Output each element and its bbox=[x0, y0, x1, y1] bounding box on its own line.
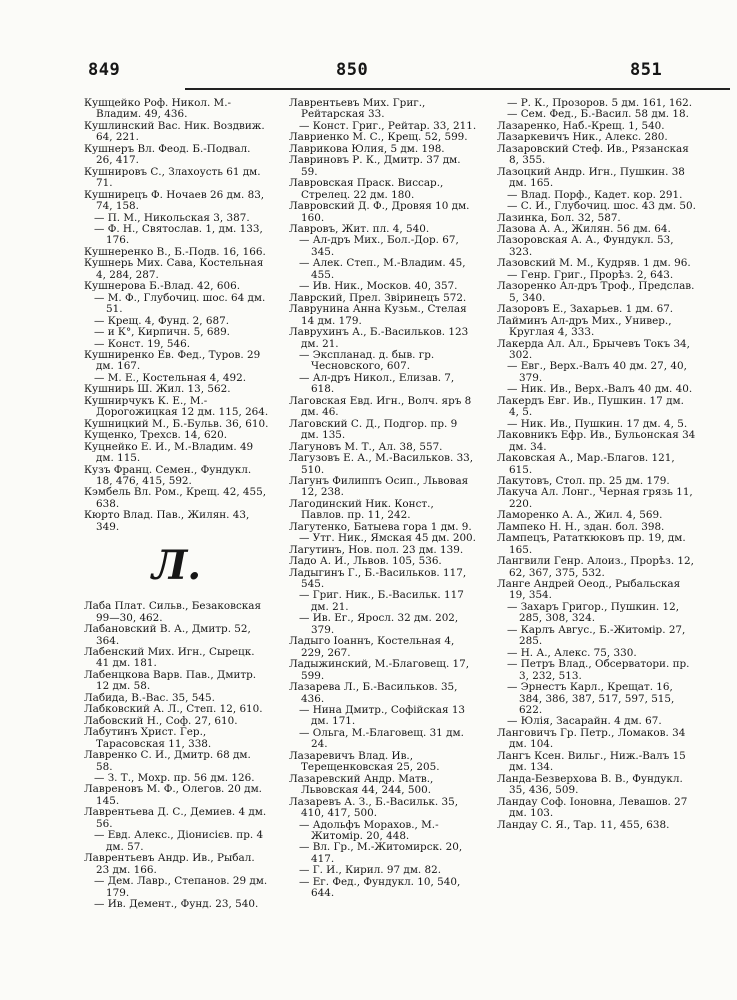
directory-entry: Ландау С. Я., Тар. 11, 455, 638. bbox=[497, 818, 670, 831]
directory-entry: — Ив. Ник., Москов. 40, 357. bbox=[299, 280, 458, 293]
directory-entry: Лампецъ, Рататкюковъ пр. 19, дм. 165. bbox=[497, 532, 686, 556]
directory-entry: Кюрто Влад. Пав., Жилян. 43, 349. bbox=[84, 509, 250, 533]
directory-entry: Куцнейко Е. И., М.-Владим. 49 дм. 115. bbox=[84, 440, 254, 465]
directory-entry: Лазоренко Ал-дръ Троф., Предслав. 5, 340. bbox=[497, 280, 695, 304]
directory-entry: Лазаревичъ Влад. Ив., Терещенковская 25, 205. bbox=[289, 749, 440, 774]
directory-entry: Лазаркевичъ Ник., Алекс. 280. bbox=[497, 131, 668, 144]
directory-entry: — Н. А., Алекс. 75, 330. bbox=[507, 646, 637, 659]
directory-entry: Лаврентьевъ Мих. Григ., Рейтарская 33. bbox=[289, 98, 426, 121]
directory-entry: Лампеко Н. Н., здан. бол. 398. bbox=[497, 520, 665, 533]
directory-entry: — Евг., Верх.-Валъ 40 дм. 27, 40, 379. bbox=[507, 360, 687, 384]
directory-entry: Лаковская А., Мар.-Благов. 121, 615. bbox=[497, 452, 675, 476]
directory-entry: — Крещ. 4, Фунд. 2, 687. bbox=[94, 314, 230, 327]
directory-entry: — Ник. Ив., Верх.-Валъ 40 дм. 40. bbox=[507, 383, 693, 396]
directory-entry: Лагутенко, Батыева гора 1 дм. 9. bbox=[289, 520, 472, 533]
directory-entry: — С. И., Глубочиц. шос. 43 дм. 50. bbox=[507, 200, 696, 213]
directory-entry: Ладыго Іоаннъ, Костельная 4, 229, 267. bbox=[289, 635, 455, 659]
directory-entry: Кушнерова Б.-Влад. 42, 606. bbox=[84, 280, 240, 293]
directory-entry: Ландау Соф. Іоновна, Левашов. 27 дм. 103. bbox=[497, 795, 688, 820]
directory-entry: Кушнирецъ Ф. Ночаев 26 дм. 83, 74, 158. bbox=[84, 188, 265, 213]
directory-entry: Лазинка, Бол. 32, 587. bbox=[497, 211, 621, 224]
directory-entry: Лавриновъ Р. К., Дмитр. 37 дм. 59. bbox=[289, 154, 461, 178]
section-letter: Л. bbox=[151, 542, 202, 590]
directory-entry: Лаковникъ Ефр. Ив., Бульонская 34 дм. 34. bbox=[497, 429, 696, 453]
directory-entry: Лаговский С. Д., Подгор. пр. 9 дм. 135. bbox=[289, 417, 458, 442]
directory-entry: Лазоровская А. А., Фундукл. 53, 323. bbox=[497, 234, 674, 258]
directory-entry: Лазаревский Андр. Матв., Львовская 44, 244, 500. bbox=[289, 772, 434, 797]
directory-entry: Лаврентьева Д. С., Демиев. 4 дм. 56. bbox=[84, 806, 267, 830]
directory-entry: — и К°, Кирпичн. 5, 689. bbox=[94, 326, 230, 339]
directory-entry: — Нина Дмитр., Софійская 13 дм. 171. bbox=[299, 704, 466, 728]
directory-entry: — П. М., Никольская 3, 387. bbox=[94, 211, 250, 224]
directory-entry: — М. Ф., Глубочиц. шос. 64 дм. 51. bbox=[94, 291, 266, 316]
directory-entry: Лазоцкий Андр. Игн., Пушкин. 38 дм. 165. bbox=[497, 165, 685, 190]
column-1-entries-l bbox=[84, 601, 269, 910]
directory-entry: — Утг. Ник., Ямская 45 дм. 200. bbox=[299, 532, 476, 545]
directory-entry: Кушнерь Мих. Сава, Костельная 4, 284, 287. bbox=[84, 257, 264, 281]
directory-entry: Лаговская Евд. Игн., Волч. яръ 8 дм. 46. bbox=[289, 394, 472, 419]
directory-entry: Лавренко С. И., Дмитр. 68 дм. 58. bbox=[84, 749, 251, 773]
directory-entry: Кушниренко Ев. Фед., Туров. 29 дм. 167. bbox=[84, 348, 261, 373]
directory-entry: Лаврентьевъ Андр. Ив., Рыбал. 23 дм. 166. bbox=[84, 852, 255, 876]
directory-entry: — Ал-дръ Никол., Елизав. 7, 618. bbox=[299, 371, 455, 396]
directory-entry: Лавровский Д. Ф., Дровяя 10 дм. 160. bbox=[289, 200, 470, 224]
directory-entry: Лазаревъ А. З., Б.-Васильк. 35, 410, 417, 500. bbox=[289, 795, 459, 820]
directory-entry: Лаврунина Анна Кузьм., Стелая 14 дм. 179. bbox=[289, 303, 467, 327]
directory-entry: Ламоренко А. А., Жил. 4, 569. bbox=[497, 509, 663, 522]
directory-entry: Лагутинъ, Нов. пол. 23 дм. 139. bbox=[289, 543, 464, 556]
directory-entry: — Адольфъ Морахов., М.-Житомір. 20, 448. bbox=[299, 818, 439, 842]
directory-entry: Лаврикова Юлия, 5 дм. 198. bbox=[289, 142, 445, 155]
directory-entry: Ладыжинский, М.-Благовещ. 17, 599. bbox=[289, 658, 470, 682]
directory-entry: Лавровская Праск. Виссар., Стрелец. 22 дм. 180. bbox=[289, 177, 444, 201]
directory-entry: Лабутинъ Христ. Гер., Тарасовская 11, 338. bbox=[84, 726, 212, 750]
directory-entry: Кушнирчукъ К. Е., М.-Дорогожицкая 12 дм. 115, 264. bbox=[84, 394, 269, 419]
directory-entry: Ладо А. И., Львов. 105, 536. bbox=[289, 555, 442, 568]
page-number-left: 849 bbox=[88, 60, 121, 80]
directory-entry: — Ф. Н., Святослав. 1, дм. 133, 176. bbox=[94, 222, 263, 247]
directory-entry: Лаба Плат. Сильв., Безаковская 99—30, 462. bbox=[84, 600, 262, 624]
header-rule bbox=[185, 88, 730, 90]
directory-entry: Лазовский М. М., Кудряв. 1 дм. 96. bbox=[497, 257, 691, 270]
directory-entry: Лавреновъ М. Ф., Олегов. 20 дм. 145. bbox=[84, 783, 262, 807]
column-1 bbox=[84, 98, 269, 1000]
directory-entry: Лагуновъ М. Т., Ал. 38, 557. bbox=[289, 440, 443, 453]
directory-entry: — Вл. Гр., М.-Житомирск. 20, 417. bbox=[299, 841, 463, 865]
page-number-center: 850 bbox=[336, 60, 369, 80]
directory-entry: Лазарева Л., Б.-Васильков. 35, 436. bbox=[289, 681, 458, 705]
column-2 bbox=[289, 98, 477, 1000]
directory-entry: — Экспланад. д. быв. гр. Чесновского, 607. bbox=[299, 348, 435, 373]
directory-entry: — Григ. Ник., Б.-Васильк. 117 дм. 21. bbox=[299, 589, 464, 613]
directory-entry: — Ал-дръ Мих., Бол.-Дор. 67, 345. bbox=[299, 234, 459, 258]
directory-entry: Лаврский, Прел. Звіринецъ 572. bbox=[289, 291, 467, 304]
directory-entry: Лазаренко, Наб.-Крещ. 1, 540. bbox=[497, 119, 665, 132]
directory-entry: Кущенко, Трехсв. 14, 620. bbox=[84, 429, 228, 442]
directory-entry: Лакуча Ал. Лонг., Черная грязь 11, 220. bbox=[497, 486, 693, 510]
directory-entry: Кушницкий М., Б.-Бульв. 36, 610. bbox=[84, 417, 269, 430]
directory-entry: Лабовский Н., Соф. 27, 610. bbox=[84, 714, 238, 727]
directory-entry: Лабида, В.-Вас. 35, 545. bbox=[84, 691, 215, 704]
directory-entry: — Г. И., Кирил. 97 дм. 82. bbox=[299, 864, 442, 877]
directory-entry: — Влад. Порф., Кадет. кор. 291. bbox=[507, 188, 683, 201]
directory-entry: — Ив. Ег., Яросл. 32 дм. 202, 379. bbox=[299, 612, 459, 636]
directory-entry: Кушнеръ Вл. Феод. Б.-Подвал. 26, 417. bbox=[84, 142, 251, 167]
directory-entry: Кэмбель Вл. Ром., Крещ. 42, 455, 638. bbox=[84, 486, 267, 510]
directory-entry: Кушлинский Вас. Ник. Воздвиж. 64, 221. bbox=[84, 119, 265, 144]
directory-entry: — Петръ Влад., Обсерватори. пр. 3, 232, 513. bbox=[507, 658, 690, 682]
directory-entry: Ланговичъ Гр. Петр., Ломаков. 34 дм. 104. bbox=[497, 726, 686, 751]
column-3 bbox=[497, 98, 697, 1000]
directory-entry: — Конст. 19, 546. bbox=[94, 337, 191, 350]
directory-entry: Кушнировъ С., Злахоусть 61 дм. 71. bbox=[84, 165, 261, 190]
directory-entry: Лангвили Генр. Алоиз., Прорѣз. 12, 62, 367, 375, 532. bbox=[497, 555, 694, 579]
directory-entry: Лакутовъ, Стол. пр. 25 дм. 179. bbox=[497, 474, 670, 487]
directory-entry: Ланда-Безверхова В. В., Фундукл. 35, 436, 509. bbox=[497, 772, 683, 797]
directory-entry: — Генр. Григ., Прорѣз. 2, 643. bbox=[507, 268, 674, 281]
directory-entry: — Карлъ Авгус., Б.-Житомір. 27, 285. bbox=[507, 623, 686, 648]
directory-entry: Лазаровский Стеф. Ив., Рязанская 8, 355. bbox=[497, 142, 689, 167]
directory-entry: — З. Т., Мохр. пр. 56 дм. 126. bbox=[94, 772, 255, 785]
column-1-entries-k bbox=[84, 98, 269, 533]
directory-entry: — Евд. Алекс., Діонисієв. пр. 4 дм. 57. bbox=[94, 829, 264, 853]
directory-entry: Лакердъ Евг. Ив., Пушкин. 17 дм. 4, 5. bbox=[497, 394, 684, 419]
directory-entry: — Юлія, Засарайн. 4 дм. 67. bbox=[507, 715, 662, 728]
directory-entry: — Эрнестъ Карл., Крещат. 16, 384, 386, 387, 517, 597, 515, 622. bbox=[507, 681, 675, 717]
directory-entry: Лазоровъ Е., Захарьев. 1 дм. 67. bbox=[497, 303, 674, 316]
directory-entry: Лагунъ Филиппъ Осип., Львовая 12, 238. bbox=[289, 474, 469, 499]
directory-entry: Кушцейко Роф. Никол. М.-Владим. 49, 436. bbox=[84, 98, 232, 121]
directory-entry: Лавриенко М. С., Крещ. 52, 599. bbox=[289, 131, 468, 144]
page-number-right: 851 bbox=[630, 60, 663, 80]
directory-entry: — Дем. Лавр., Степанов. 29 дм. 179. bbox=[94, 875, 268, 899]
directory-entry: — Алек. Степ., М.-Владим. 45, 455. bbox=[299, 257, 466, 281]
directory-entry: — Ольга, М.-Благовещ. 31 дм. 24. bbox=[299, 726, 464, 751]
directory-entry: Кузъ Франц. Семен., Фундукл. 18, 476, 415, 592. bbox=[84, 463, 252, 487]
directory-entry: Лазова А. А., Жилян. 56 дм. 64. bbox=[497, 222, 671, 235]
directory-entry: Лаврухинъ А., Б.-Васильков. 123 дм. 21. bbox=[289, 326, 469, 350]
directory-entry: Лабенский Мих. Игн., Сырецк. 41 дм. 181. bbox=[84, 646, 255, 670]
directory-entry: Лабенцкова Варв. Пав., Дмитр. 12 дм. 58. bbox=[84, 668, 257, 693]
directory-entry: Ладыгинъ Г., Б.-Васильков. 117, 545. bbox=[289, 566, 467, 591]
directory-entry: Лайминъ Ал-дръ Мих., Универ., Круглая 4, 333. bbox=[497, 314, 672, 339]
directory-entry: — М. Е., Костельная 4, 492. bbox=[94, 371, 247, 384]
directory-entry: — Ег. Фед., Фундукл. 10, 540, 644. bbox=[299, 875, 461, 900]
directory-entry: Лагодинский Ник. Конст., Павлов. пр. 11, 242. bbox=[289, 497, 434, 522]
directory-entry: — Ив. Демент., Фунд. 23, 540. bbox=[94, 898, 259, 910]
directory-entry: Кушнеренко В., Б.-Подв. 16, 166. bbox=[84, 245, 266, 258]
directory-entry: Ланге Андрей Оеод., Рыбальская 19, 354. bbox=[497, 578, 681, 602]
directory-entry: Лабковский А. Л., Степ. 12, 610. bbox=[84, 703, 263, 716]
directory-entry: — Сем. Фед., Б.-Васил. 58 дм. 18. bbox=[507, 108, 689, 121]
directory-entry: Кушнирь Ш. Жил. 13, 562. bbox=[84, 383, 231, 396]
directory-entry: Лагузовъ Е. А., М.-Васильков. 33, 510. bbox=[289, 452, 474, 476]
directory-entry: — Р. К., Прозоров. 5 дм. 161, 162. bbox=[507, 98, 693, 109]
directory-entry: Лабановский В. А., Дмитр. 52, 364. bbox=[84, 623, 251, 647]
directory-entry: — Ник. Ив., Пушкин. 17 дм. 4, 5. bbox=[507, 417, 688, 430]
directory-entry: Лавровъ, Жит. пл. 4, 540. bbox=[289, 222, 430, 235]
directory-entry: Лакерда Ал. Ал., Брычевъ Токъ 34, 302. bbox=[497, 337, 690, 361]
directory-entry: Лангъ Ксен. Вильг., Ниж.-Валъ 15 дм. 134. bbox=[497, 749, 686, 774]
directory-entry: — Конст. Григ., Рейтар. 33, 211. bbox=[299, 119, 477, 132]
directory-entry: — Захаръ Григор., Пушкин. 12, 285, 308, 324. bbox=[507, 600, 680, 625]
